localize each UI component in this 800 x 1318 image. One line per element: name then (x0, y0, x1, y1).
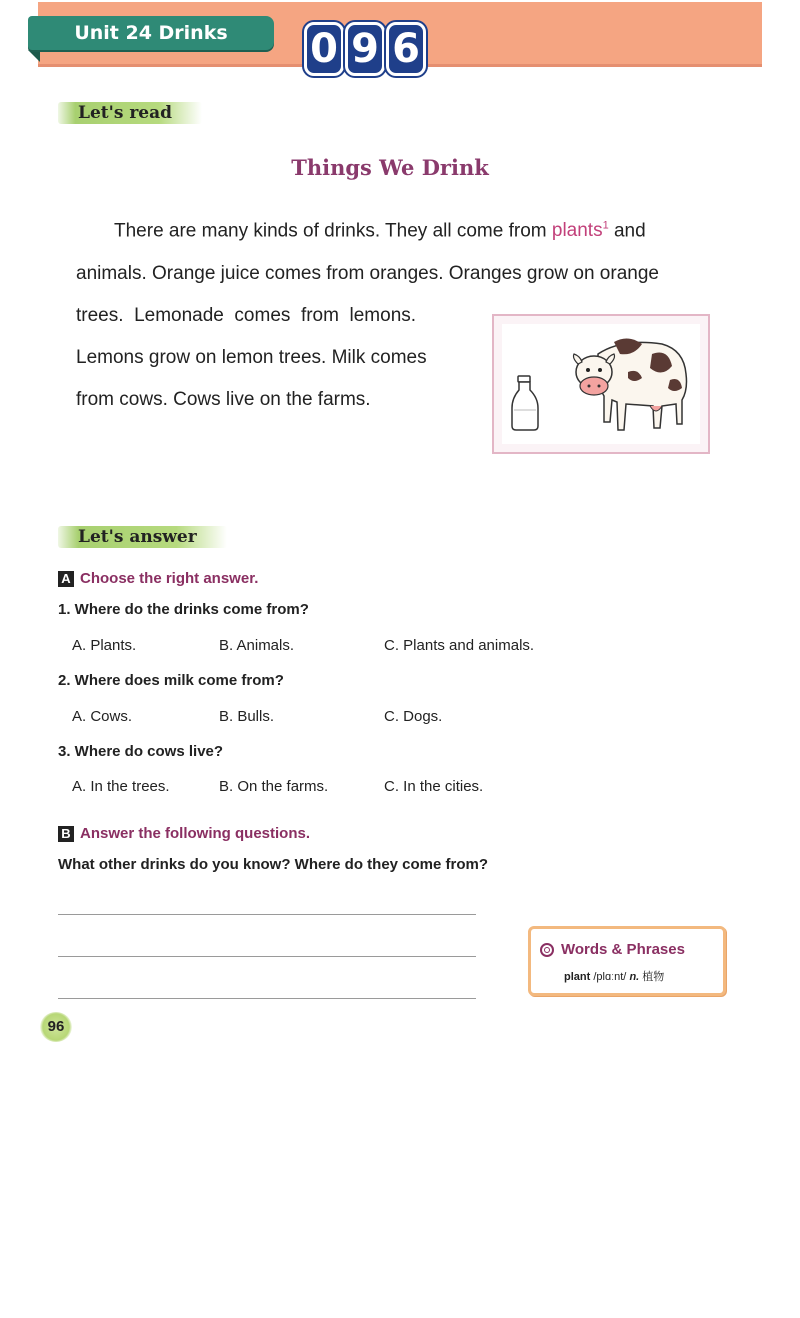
option-2c[interactable]: C. Dogs. (384, 708, 443, 725)
passage-text: There are many kinds of drinks. They all come from (114, 220, 552, 242)
question-1: 1. Where do the drinks come from? (58, 601, 309, 618)
unit-title: Unit 24 Drinks (28, 16, 274, 50)
option-1c[interactable]: C. Plants and animals. (384, 637, 535, 654)
option-3a[interactable]: A. In the trees. (72, 778, 170, 795)
question-3: 3. Where do cows live? (58, 743, 224, 760)
answer-line-2[interactable] (58, 956, 476, 957)
part-a-letter: A (58, 571, 74, 587)
words-phrases-box (528, 926, 726, 996)
part-b-instruction: Answer the following questions. (80, 825, 311, 842)
milk-bottle-icon (512, 376, 538, 430)
footnote-marker: 1 (602, 220, 609, 232)
vocab-word: plant (564, 971, 591, 983)
part-a-heading (58, 570, 258, 587)
highlighted-word (552, 220, 609, 241)
vocab-pos: n. (629, 971, 640, 983)
option-2b[interactable]: B. Bulls. (219, 708, 275, 725)
section-label-read: Let's read (58, 102, 202, 124)
page-number: 96 (40, 1012, 72, 1042)
part-b-letter: B (58, 826, 74, 842)
cow-icon (574, 338, 687, 430)
milk-and-cow-illustration (502, 324, 700, 444)
page-badge (304, 22, 426, 72)
vocab-phonetic: /plɑːnt/ (593, 971, 627, 983)
passage-line-5: from cows. Cows live on the farms. (76, 389, 371, 410)
double-circle-icon (540, 943, 554, 957)
passage-line-4: Lemons grow on lemon trees. Milk comes (76, 347, 427, 368)
passage-line-1 (114, 220, 646, 242)
badge-digit: 9 (345, 22, 385, 76)
words-phrases-title (540, 941, 685, 958)
vocab-meaning: 植物 (642, 971, 665, 983)
part-a-instruction: Choose the right answer. (80, 570, 259, 587)
passage-line-3: trees. Lemonade comes from lemons. (76, 305, 417, 326)
option-1b[interactable]: B. Animals. (219, 637, 295, 654)
badge-digit: 0 (304, 22, 344, 76)
reading-title: Things We Drink (291, 155, 489, 180)
part-b-heading (58, 825, 310, 842)
passage-line-2: animals. Orange juice comes from oranges. Oranges grow on orange (76, 263, 659, 284)
part-b-question: What other drinks do you know? Where do they come from? (58, 856, 489, 873)
section-label-answer: Let's answer (58, 526, 227, 548)
option-1a[interactable]: A. Plants. (72, 637, 137, 654)
words-phrases-title-text: Words & Phrases (561, 941, 685, 958)
answer-line-3[interactable] (58, 998, 476, 999)
vocabulary-entry (564, 968, 664, 984)
answer-line-1[interactable] (58, 914, 476, 915)
passage-text: and (608, 220, 646, 242)
highlighted-word-text: plants (551, 220, 603, 242)
option-3b[interactable]: B. On the farms. (219, 778, 329, 795)
question-2: 2. Where does milk come from? (58, 672, 284, 689)
unit-tab-fold (28, 50, 40, 62)
option-3c[interactable]: C. In the cities. (384, 778, 484, 795)
option-2a[interactable]: A. Cows. (72, 708, 133, 725)
badge-digit: 6 (386, 22, 426, 76)
